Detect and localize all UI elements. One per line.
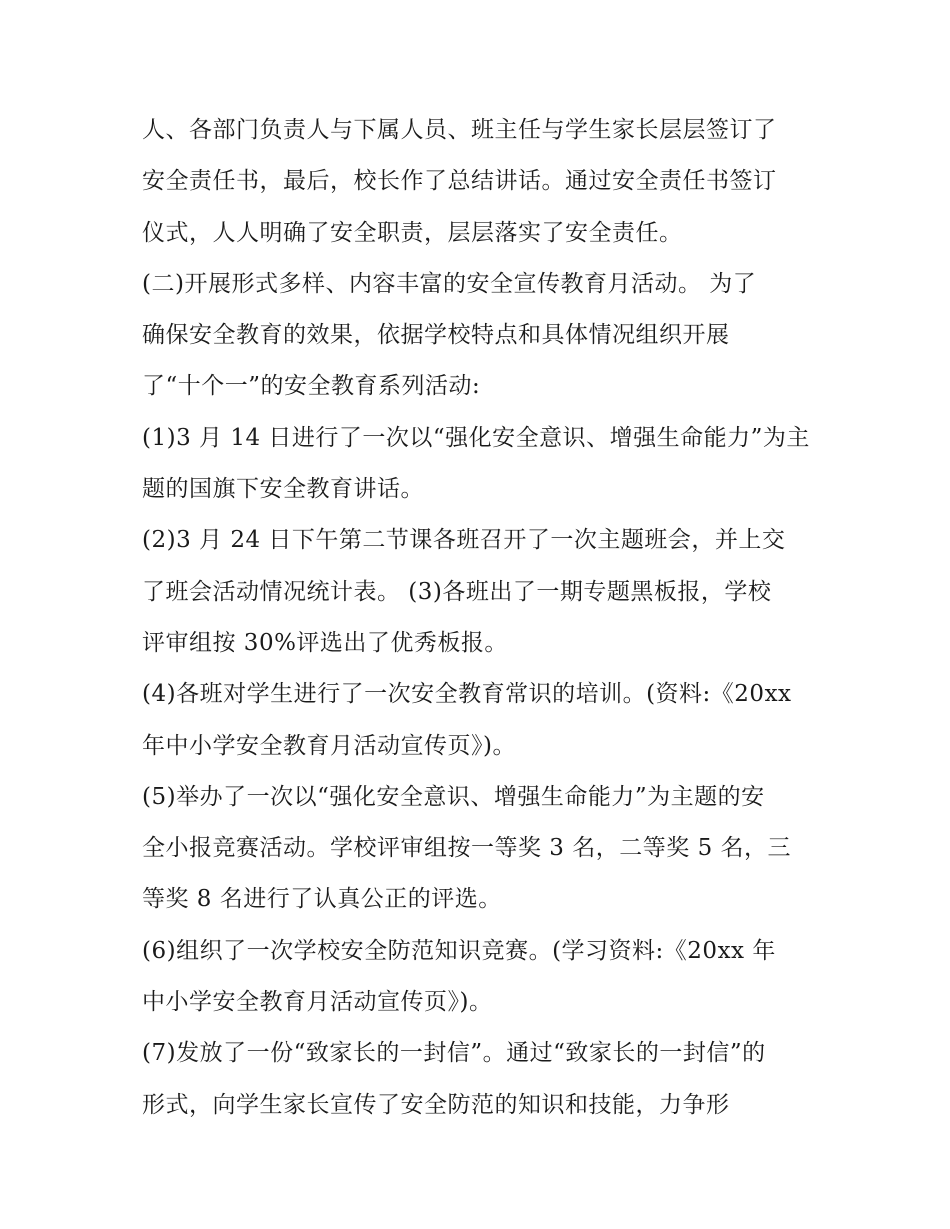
text-line: 中小学安全教育月活动宣传页》)。 <box>142 989 493 1016</box>
text-line: 确保安全教育的效果，依据学校特点和具体情况组织开展 <box>142 322 730 349</box>
text-line: 了“十个一”的安全教育系列活动: <box>142 373 481 400</box>
text-line: 题的国旗下安全教育讲话。 <box>142 476 424 503</box>
text-line: (4)各班对学生进行了一次安全教育常识的培训。(资料:《20xx <box>142 681 792 708</box>
text-line: (7)发放了一份“致家长的一封信”。通过“致家长的一封信”的 <box>142 1040 766 1067</box>
text-line: (2)3 月 24 日下午第二节课各班召开了一次主题班会，并上交 <box>142 527 786 554</box>
text-line: 了班会活动情况统计表。 (3)各班出了一期专题黑板报，学校 <box>142 578 772 605</box>
text-line: 安全责任书，最后，校长作了总结讲话。通过安全责任书签订 <box>142 168 777 195</box>
text-line: 形式，向学生家长宣传了安全防范的知识和技能，力争形 <box>142 1091 730 1118</box>
text-line: (1)3 月 14 日进行了一次以“强化安全意识、增强生命能力”为主 <box>142 424 810 451</box>
text-line: (6)组织了一次学校安全防范知识竞赛。(学习资料:《20xx 年 <box>142 937 776 964</box>
text-line: 年中小学安全教育月活动宣传页》)。 <box>142 732 516 759</box>
text-line: (5)举办了一次以“强化安全意识、增强生命能力”为主题的安 <box>142 783 765 810</box>
text-line: (二)开展形式多样、内容丰富的安全宣传教育月活动。 为了 <box>142 270 757 297</box>
text-line: 仪式，人人明确了安全职责，层层落实了安全责任。 <box>142 219 683 246</box>
text-line: 人、各部门负责人与下属人员、班主任与学生家长层层签订了 <box>142 117 777 143</box>
document-body <box>142 105 822 1131</box>
text-line: 全小报竞赛活动。学校评审组按一等奖 3 名，二等奖 5 名，三 <box>142 835 792 862</box>
text-line: 等奖 8 名进行了认真公正的评选。 <box>142 886 502 913</box>
text-line: 评审组按 30%评选出了优秀板报。 <box>142 629 508 656</box>
